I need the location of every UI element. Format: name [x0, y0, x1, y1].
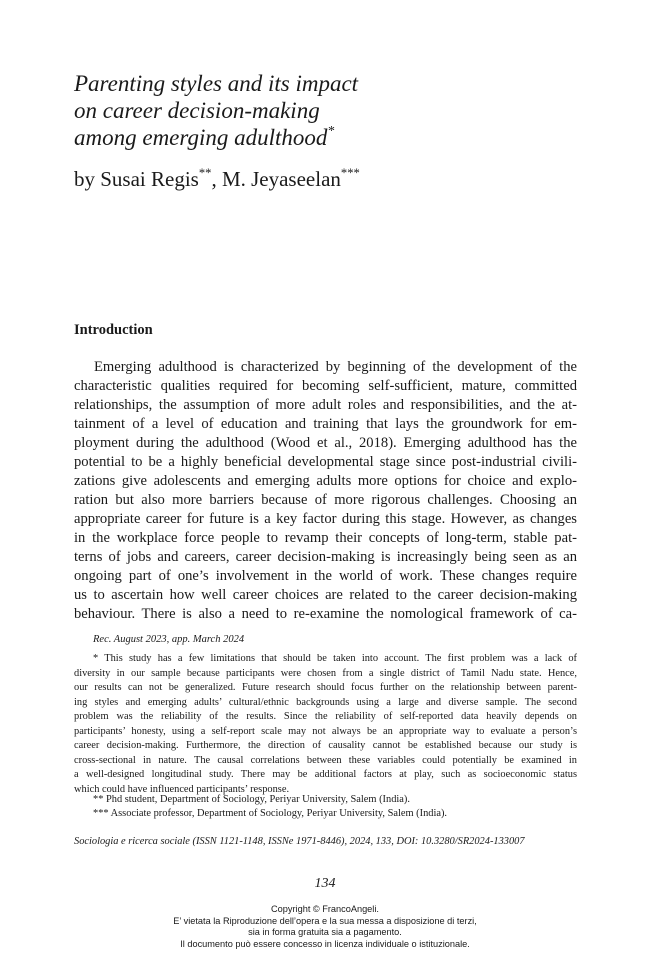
article-title	[74, 70, 574, 151]
footnote-line: a well-designed longitudinal study. There may be additional factors at play, such as socioeconomic status	[74, 769, 577, 780]
body-line: ployment during the adulthood (Wood et al., 2018). Emerging adulthood has the	[74, 435, 577, 451]
copyright-line: Copyright © FrancoAngeli.	[271, 904, 379, 914]
copyright-line: sia in forma gratuita sia a pagamento.	[248, 927, 402, 937]
footnote-author2-affiliation: *** Associate professor, Department of Sociology, Periyar University, Salem (India).	[93, 808, 448, 819]
footnote-line: problem was the reliability of the results. Since the reliability of self-reported data heavily depends on	[74, 711, 577, 722]
journal-citation: Sociologia e ricerca sociale (ISSN 1121-1148, ISSNe 1971-8446), 2024, 133, DOI: 10.3280/SR2024-133007	[74, 836, 525, 847]
author-name: Susai Regis	[100, 167, 199, 191]
author-name: M. Jeyaseelan	[221, 167, 341, 191]
body-line: appropriate career for future is a key factor during this stage. However, as changes	[74, 511, 577, 527]
footnote-line: diversity in our sample because participants were chosen from a single district of Tamil Nadu state. Hence,	[74, 667, 577, 679]
body-line: zations give adolescents and emerging adults more options for choice and explo-	[74, 473, 577, 489]
byline-prefix: by	[74, 167, 95, 191]
body-line: characteristic qualities required for becoming self-sufficient, mature, committed	[74, 378, 577, 394]
title-line: on career decision-making	[74, 98, 320, 123]
body-line: ongoing part of one’s involvement in the world of work. These changes require	[74, 568, 577, 584]
title-line: Parenting styles and its impact	[74, 71, 359, 96]
body-line: terns of jobs and careers, career decision-making is increasingly being seen as an	[74, 549, 577, 565]
author-footnote-marker: **	[198, 165, 212, 180]
author-byline	[74, 166, 360, 192]
footnote-limitations	[74, 652, 577, 797]
footnote-line: career decision-making. Furthermore, the direction of causality cannot be established because our study is	[74, 740, 577, 751]
footnote-line: ing styles and emerging adults’ cultural/ethnic backgrounds using a large and diverse sample. The second	[74, 696, 577, 708]
body-line: ration but also more barriers because of more rigorous challenges. Choosing an	[74, 492, 577, 508]
footnote-author1-affiliation: ** Phd student, Department of Sociology, Periyar University, Salem (India).	[93, 794, 410, 805]
body-line: us to ascertain how well career choices are related to the career decision-making	[74, 587, 577, 603]
copyright-line: Il documento può essere concesso in licenza individuale o istituzionale.	[180, 938, 470, 949]
body-line: behaviour. There is also a need to re-examine the nomological framework of ca-	[74, 606, 577, 622]
footnote-line: cross-sectional in nature. The causal correlations between these variables could potentially be examined in	[74, 754, 577, 766]
body-line: in the workplace force people to revamp their concepts of long-term, stable pat-	[74, 530, 577, 546]
body-line: tainment of a level of education and training that lays the groundwork for em-	[74, 416, 577, 432]
title-footnote-marker: *	[327, 122, 335, 138]
title-line-text: among emerging adulthood	[74, 125, 328, 150]
footnote-line: our results can not be generalized. Future research should focus further on the relationship between parent-	[74, 682, 577, 693]
title-line	[74, 124, 574, 151]
body-paragraph	[74, 358, 577, 624]
footnote-line: which could have influenced participants’ response.	[74, 783, 290, 795]
body-line: relationships, the assumption of more adult roles and responsibilities, and the at-	[74, 397, 577, 413]
body-line: potential to be a highly beneficial developmental stage since post-industrial civili-	[74, 454, 577, 470]
footnote-line: * This study has a few limitations that should be taken into account. The first problem was a lack of	[93, 653, 577, 664]
footnote-line: participants’ honesty, using a self-report scale may not always be an appropriate way to evaluate a person’s	[74, 725, 577, 737]
section-heading: Introduction	[74, 322, 153, 338]
copyright-line: E’ vietata la Riproduzione dell’opera e la sua messa a disposizione di terzi,	[173, 915, 477, 926]
copyright-notice	[0, 904, 650, 950]
page-number: 134	[314, 876, 336, 891]
received-date-note: Rec. August 2023, app. March 2024	[93, 634, 245, 645]
author-separator: ,	[211, 167, 217, 191]
author-footnote-marker: ***	[340, 165, 360, 180]
body-line: Emerging adulthood is characterized by beginning of the development of the	[94, 359, 577, 375]
